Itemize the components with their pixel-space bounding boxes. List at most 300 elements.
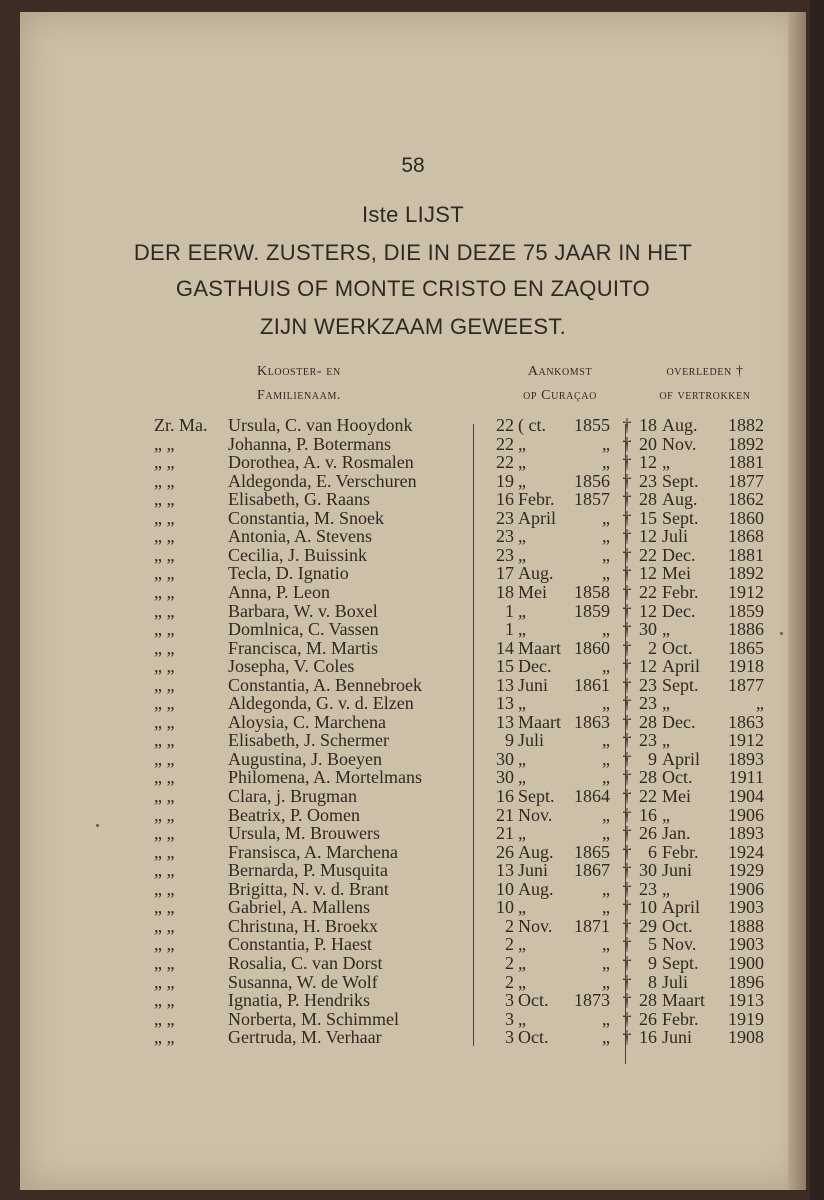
arrival-month: Dec. (518, 656, 552, 677)
departure-month: Dec. (662, 711, 696, 732)
sister-name: Francisca, M. Martis (228, 637, 378, 658)
row-prefix: „ „ (154, 526, 175, 547)
arrival-year: 1858 (574, 581, 610, 602)
row-prefix: „ „ (154, 1008, 175, 1029)
arrival-month: „ (518, 823, 526, 844)
departure-month: Febr. (662, 1008, 699, 1029)
departure-month: Nov. (662, 934, 697, 955)
arrival-day: 17 (496, 563, 514, 584)
header-arrival-line-2: op Curaçao (523, 388, 597, 403)
cross-symbol: † (622, 934, 632, 955)
heading-line-1: DER EERW. ZUSTERS, DIE IN DEZE 75 JAAR IN HET (133, 240, 693, 265)
arrival-day: 3 (505, 1027, 514, 1048)
departure-day: 16 (639, 804, 657, 825)
departure-month: Sept. (662, 952, 699, 973)
heading-line-3: ZIJN WERKZAAM GEWEEST. (259, 314, 567, 339)
arrival-year: 1855 (574, 415, 610, 435)
arrival-year: „ (602, 507, 610, 528)
arrival-day: 10 (496, 878, 514, 899)
departure-day: 29 (639, 915, 657, 936)
cross-symbol: † (622, 786, 632, 806)
arrival-year: „ (602, 526, 610, 547)
arrival-year: 1865 (574, 841, 610, 862)
departure-year: 1919 (728, 1008, 764, 1029)
list-row (20, 509, 806, 528)
sister-name: Domlnica, C. Vassen (228, 619, 379, 640)
departure-day: 12 (639, 656, 657, 677)
departure-day: 20 (639, 433, 657, 454)
departure-month: Juli (662, 526, 689, 547)
cross-symbol: † (622, 767, 632, 788)
departure-day: 22 (639, 786, 657, 806)
departure-day: 9 (648, 952, 657, 973)
arrival-year: „ (602, 897, 610, 918)
list-row (20, 991, 806, 1010)
column-header-departed (630, 360, 780, 408)
heading-line-2: GASTHUIS OF MONTE CRISTO EN ZAQUITO (175, 276, 651, 301)
cross-symbol: † (622, 563, 632, 584)
arrival-year: „ (602, 656, 610, 677)
arrival-month: April (518, 507, 556, 528)
scan-edge (810, 0, 824, 1200)
book-page (20, 12, 806, 1190)
row-prefix: „ „ (154, 990, 175, 1011)
sister-name: Gertruda, M. Verhaar (228, 1027, 382, 1048)
sister-name: Christına, H. Broekx (228, 915, 378, 936)
sister-name: Antonia, A. Stevens (228, 526, 372, 547)
arrival-year: 1859 (574, 600, 610, 621)
row-prefix: „ „ (154, 897, 175, 918)
list-row (20, 880, 806, 899)
sister-name: Aldegonda, E. Verschuren (228, 470, 417, 491)
sister-name: Aloysia, C. Marchena (228, 711, 386, 732)
cross-symbol: † (622, 452, 632, 473)
departure-month: Oct. (662, 637, 693, 658)
departure-day: 26 (639, 823, 657, 844)
list-row (20, 1028, 806, 1047)
arrival-year: 1860 (574, 637, 610, 658)
arrival-month: „ (518, 1008, 526, 1029)
column-header-names (257, 360, 341, 408)
sister-name: Aldegonda, G. v. d. Elzen (228, 693, 414, 714)
arrival-month: ( ct. (518, 415, 546, 435)
arrival-year: „ (602, 878, 610, 899)
departure-day: 28 (639, 990, 657, 1011)
departure-day: 26 (639, 1008, 657, 1029)
arrival-month: Juni (518, 860, 549, 881)
arrival-year: 1873 (574, 990, 610, 1011)
arrival-year: „ (602, 433, 610, 454)
arrival-month: Oct. (518, 990, 549, 1011)
departure-year: 1865 (728, 637, 764, 658)
list-row (20, 898, 806, 917)
arrival-year: „ (602, 767, 610, 788)
departure-month: Dec. (662, 544, 696, 565)
arrival-year: „ (602, 1027, 610, 1048)
sister-name: Gabriel, A. Mallens (228, 897, 370, 918)
cross-symbol: † (622, 433, 632, 454)
arrival-year: „ (602, 823, 610, 844)
arrival-day: 2 (505, 934, 514, 955)
paper-speck (96, 824, 99, 827)
list-row (20, 787, 806, 806)
list-row (20, 472, 806, 491)
arrival-month: „ (518, 897, 526, 918)
row-prefix: „ „ (154, 860, 175, 881)
departure-month: „ (662, 693, 670, 714)
list-row (20, 768, 806, 787)
list-row (20, 843, 806, 862)
departure-year: 1893 (728, 823, 764, 844)
row-prefix: „ „ (154, 711, 175, 732)
arrival-day: 18 (496, 581, 514, 602)
departure-month: Juni (662, 1027, 693, 1048)
arrival-day: 9 (505, 730, 514, 751)
list-row (20, 935, 806, 954)
departure-day: 10 (639, 897, 657, 918)
row-prefix: „ „ (154, 544, 175, 565)
list-row (20, 620, 806, 639)
sister-name: Dorothea, A. v. Rosmalen (228, 452, 414, 473)
sister-name: Anna, P. Leon (228, 581, 330, 602)
departure-day: 9 (648, 748, 657, 769)
arrival-month: Aug. (518, 878, 554, 899)
departure-day: 23 (639, 470, 657, 491)
arrival-month: Mei (518, 581, 547, 602)
arrival-month: Juli (518, 730, 545, 751)
sister-name: Constantia, M. Snoek (228, 507, 384, 528)
departure-month: „ (662, 619, 670, 640)
list-row (20, 806, 806, 825)
list-row (20, 1010, 806, 1029)
sister-name: Josepha, V. Coles (228, 656, 355, 677)
arrival-day: 13 (496, 711, 514, 732)
list-row (20, 657, 806, 676)
sister-name: Cecilia, J. Buissink (228, 544, 367, 565)
sister-name: Norberta, M. Schimmel (228, 1008, 399, 1029)
arrival-month: Nov. (518, 804, 553, 825)
list-row (20, 564, 806, 583)
arrival-year: „ (602, 452, 610, 473)
cross-symbol: † (622, 748, 632, 769)
header-departed-line-2: of vertrokken (659, 388, 751, 403)
arrival-month: „ (518, 748, 526, 769)
departure-month: Oct. (662, 915, 693, 936)
arrival-month: „ (518, 934, 526, 955)
list-row (20, 453, 806, 472)
departure-month: „ (662, 452, 670, 473)
arrival-month: Aug. (518, 563, 554, 584)
arrival-month: Aug. (518, 841, 554, 862)
row-prefix: „ „ (154, 767, 175, 788)
departure-year: 1929 (728, 860, 764, 881)
arrival-day: 23 (496, 507, 514, 528)
row-prefix: „ „ (154, 971, 175, 992)
list-title: Iste LIJST (361, 202, 465, 227)
list-row (20, 639, 806, 658)
departure-month: Mei (662, 563, 691, 584)
arrival-day: 23 (496, 526, 514, 547)
cross-symbol: † (622, 619, 632, 640)
cross-symbol: † (622, 971, 632, 992)
cross-symbol: † (622, 544, 632, 565)
departure-year: 1918 (728, 656, 764, 677)
departure-day: 12 (639, 526, 657, 547)
departure-month: Oct. (662, 767, 693, 788)
departure-year: 1860 (728, 507, 764, 528)
arrival-month: „ (518, 544, 526, 565)
departure-day: 30 (639, 860, 657, 881)
departure-day: 12 (639, 563, 657, 584)
arrival-year: „ (602, 563, 610, 584)
arrival-month: „ (518, 619, 526, 640)
list-row (20, 676, 806, 695)
sister-name: Fransisca, A. Marchena (228, 841, 398, 862)
arrival-day: 13 (496, 674, 514, 695)
departure-month: April (662, 748, 700, 769)
arrival-day: 14 (496, 637, 514, 658)
arrival-month: „ (518, 433, 526, 454)
departure-day: 16 (639, 1027, 657, 1048)
departure-day: 23 (639, 674, 657, 695)
sister-name: Ignatia, P. Hendriks (228, 990, 370, 1011)
departure-year: 1877 (728, 470, 764, 491)
departure-month: Juli (662, 971, 689, 992)
arrival-day: 30 (496, 748, 514, 769)
arrival-day: 1 (505, 600, 514, 621)
arrival-year: „ (602, 804, 610, 825)
row-prefix: „ „ (154, 581, 175, 602)
cross-symbol: † (622, 878, 632, 899)
departure-month: Dec. (662, 600, 696, 621)
sister-name: Tecla, D. Ignatio (228, 563, 349, 584)
header-departed-line-1: overleden † (666, 364, 744, 379)
departure-year: 1912 (728, 730, 764, 751)
arrival-year: 1863 (574, 711, 610, 732)
arrival-day: 23 (496, 544, 514, 565)
arrival-day: 21 (496, 804, 514, 825)
arrival-year: „ (602, 693, 610, 714)
arrival-month: „ (518, 526, 526, 547)
list-row (20, 954, 806, 973)
list-row (20, 973, 806, 992)
list-row (20, 731, 806, 750)
sister-name: Rosalia, C. van Dorst (228, 952, 383, 973)
departure-month: „ (662, 878, 670, 899)
cross-symbol: † (622, 841, 632, 862)
row-prefix: „ „ (154, 452, 175, 473)
list-row (20, 750, 806, 769)
row-prefix: „ „ (154, 470, 175, 491)
list-row (20, 861, 806, 880)
list-row (20, 546, 806, 565)
row-prefix: „ „ (154, 878, 175, 899)
sister-name: Susanna, W. de Wolf (228, 971, 378, 992)
arrival-day: 16 (496, 786, 514, 806)
departure-month: Sept. (662, 674, 699, 695)
list-row (20, 416, 806, 435)
row-prefix: „ „ (154, 748, 175, 769)
departure-day: 22 (639, 581, 657, 602)
departure-day: 22 (639, 544, 657, 565)
cross-symbol: † (622, 489, 632, 510)
departure-year: 1900 (728, 952, 764, 973)
row-prefix: „ „ (154, 674, 175, 695)
departure-year: 1877 (728, 674, 764, 695)
arrival-year: „ (602, 748, 610, 769)
row-prefix: „ „ (154, 637, 175, 658)
departure-day: 8 (648, 971, 657, 992)
departure-month: „ (662, 730, 670, 751)
arrival-year: „ (602, 952, 610, 973)
departure-day: 28 (639, 489, 657, 510)
row-prefix: „ „ (154, 489, 175, 510)
departure-year: 1903 (728, 934, 764, 955)
header-arrival-line-1: Aankomst (527, 364, 593, 379)
arrival-year: 1861 (574, 674, 610, 695)
row-prefix: Zr. Ma. (154, 415, 208, 435)
departure-year: 1862 (728, 489, 764, 510)
departure-month: „ (662, 804, 670, 825)
sister-name: Bernarda, P. Musquita (228, 860, 388, 881)
arrival-month: „ (518, 693, 526, 714)
departure-day: 28 (639, 711, 657, 732)
departure-month: Maart (662, 990, 705, 1011)
departure-day: 23 (639, 693, 657, 714)
departure-year: 1888 (728, 915, 764, 936)
cross-symbol: † (622, 860, 632, 881)
header-names-line-1: Klooster- en (257, 364, 341, 379)
departure-year: 1893 (728, 748, 764, 769)
sister-name: Barbara, W. v. Boxel (228, 600, 378, 621)
arrival-day: 2 (505, 915, 514, 936)
arrival-day: 21 (496, 823, 514, 844)
arrival-month: Maart (518, 637, 561, 658)
list-row (20, 490, 806, 509)
departure-day: 2 (648, 637, 657, 658)
cross-symbol: † (622, 897, 632, 918)
departure-month: Nov. (662, 433, 697, 454)
arrival-day: 2 (505, 952, 514, 973)
departure-year: 1908 (728, 1027, 764, 1048)
arrival-day: 3 (505, 1008, 514, 1029)
cross-symbol: † (622, 581, 632, 602)
list-row (20, 527, 806, 546)
departure-year: 1892 (728, 433, 764, 454)
departure-month: Aug. (662, 415, 698, 435)
arrival-day: 30 (496, 767, 514, 788)
cross-symbol: † (622, 693, 632, 714)
cross-symbol: † (622, 804, 632, 825)
departure-month: Febr. (662, 841, 699, 862)
arrival-day: 2 (505, 971, 514, 992)
cross-symbol: † (622, 600, 632, 621)
list-row (20, 602, 806, 621)
column-header-arrival (495, 360, 625, 408)
departure-day: 15 (639, 507, 657, 528)
departure-month: April (662, 656, 700, 677)
arrival-year: „ (602, 971, 610, 992)
row-prefix: „ „ (154, 693, 175, 714)
cross-symbol: † (622, 526, 632, 547)
arrival-day: 3 (505, 990, 514, 1011)
departure-year: 1863 (728, 711, 764, 732)
cross-symbol: † (622, 915, 632, 936)
arrival-month: Juni (518, 674, 549, 695)
sister-name: Beatrix, P. Oomen (228, 804, 360, 825)
row-prefix: „ „ (154, 730, 175, 751)
list-row (20, 583, 806, 602)
arrival-year: „ (602, 619, 610, 640)
arrival-day: 16 (496, 489, 514, 510)
row-prefix: „ „ (154, 507, 175, 528)
cross-symbol: † (622, 952, 632, 973)
departure-day: 23 (639, 730, 657, 751)
arrival-day: 19 (496, 470, 514, 491)
arrival-day: 13 (496, 693, 514, 714)
departure-year: 1881 (728, 452, 764, 473)
row-prefix: „ „ (154, 823, 175, 844)
departure-day: 12 (639, 600, 657, 621)
sister-name: Ursula, M. Brouwers (228, 823, 380, 844)
row-prefix: „ „ (154, 656, 175, 677)
list-row (20, 713, 806, 732)
arrival-year: 1864 (574, 786, 610, 806)
departure-year: 1906 (728, 804, 764, 825)
departure-year: 1859 (728, 600, 764, 621)
departure-year: 1882 (728, 415, 764, 435)
departure-month: Sept. (662, 507, 699, 528)
row-prefix: „ „ (154, 841, 175, 862)
arrival-month: „ (518, 971, 526, 992)
cross-symbol: † (622, 470, 632, 491)
departure-year: 1906 (728, 878, 764, 899)
arrival-month: „ (518, 767, 526, 788)
departure-day: 28 (639, 767, 657, 788)
departure-day: 18 (639, 415, 657, 435)
arrival-year: 1871 (574, 915, 610, 936)
cross-symbol: † (622, 1027, 632, 1048)
sister-name: Brigitta, N. v. d. Brant (228, 878, 389, 899)
departure-month: Jan. (662, 823, 691, 844)
departure-year: 1904 (728, 786, 764, 806)
departure-year: 1896 (728, 971, 764, 992)
row-prefix: „ „ (154, 619, 175, 640)
cross-symbol: † (622, 415, 632, 435)
arrival-month: „ (518, 470, 526, 491)
arrival-year: „ (602, 934, 610, 955)
arrival-month: „ (518, 452, 526, 473)
departure-month: Juni (662, 860, 693, 881)
departure-day: 23 (639, 878, 657, 899)
list-row (20, 917, 806, 936)
departure-month: Febr. (662, 581, 699, 602)
sister-name: Constantia, P. Haest (228, 934, 372, 955)
list-row (20, 435, 806, 454)
row-prefix: „ „ (154, 786, 175, 806)
arrival-day: 13 (496, 860, 514, 881)
departure-month: Sept. (662, 470, 699, 491)
list-row (20, 824, 806, 843)
sister-name: Philomena, A. Mortelmans (228, 767, 422, 788)
departure-month: April (662, 897, 700, 918)
row-prefix: „ „ (154, 563, 175, 584)
list-row (20, 694, 806, 713)
departure-year: „ (756, 693, 764, 714)
cross-symbol: † (622, 1008, 632, 1029)
row-prefix: „ „ (154, 915, 175, 936)
departure-year: 1892 (728, 563, 764, 584)
